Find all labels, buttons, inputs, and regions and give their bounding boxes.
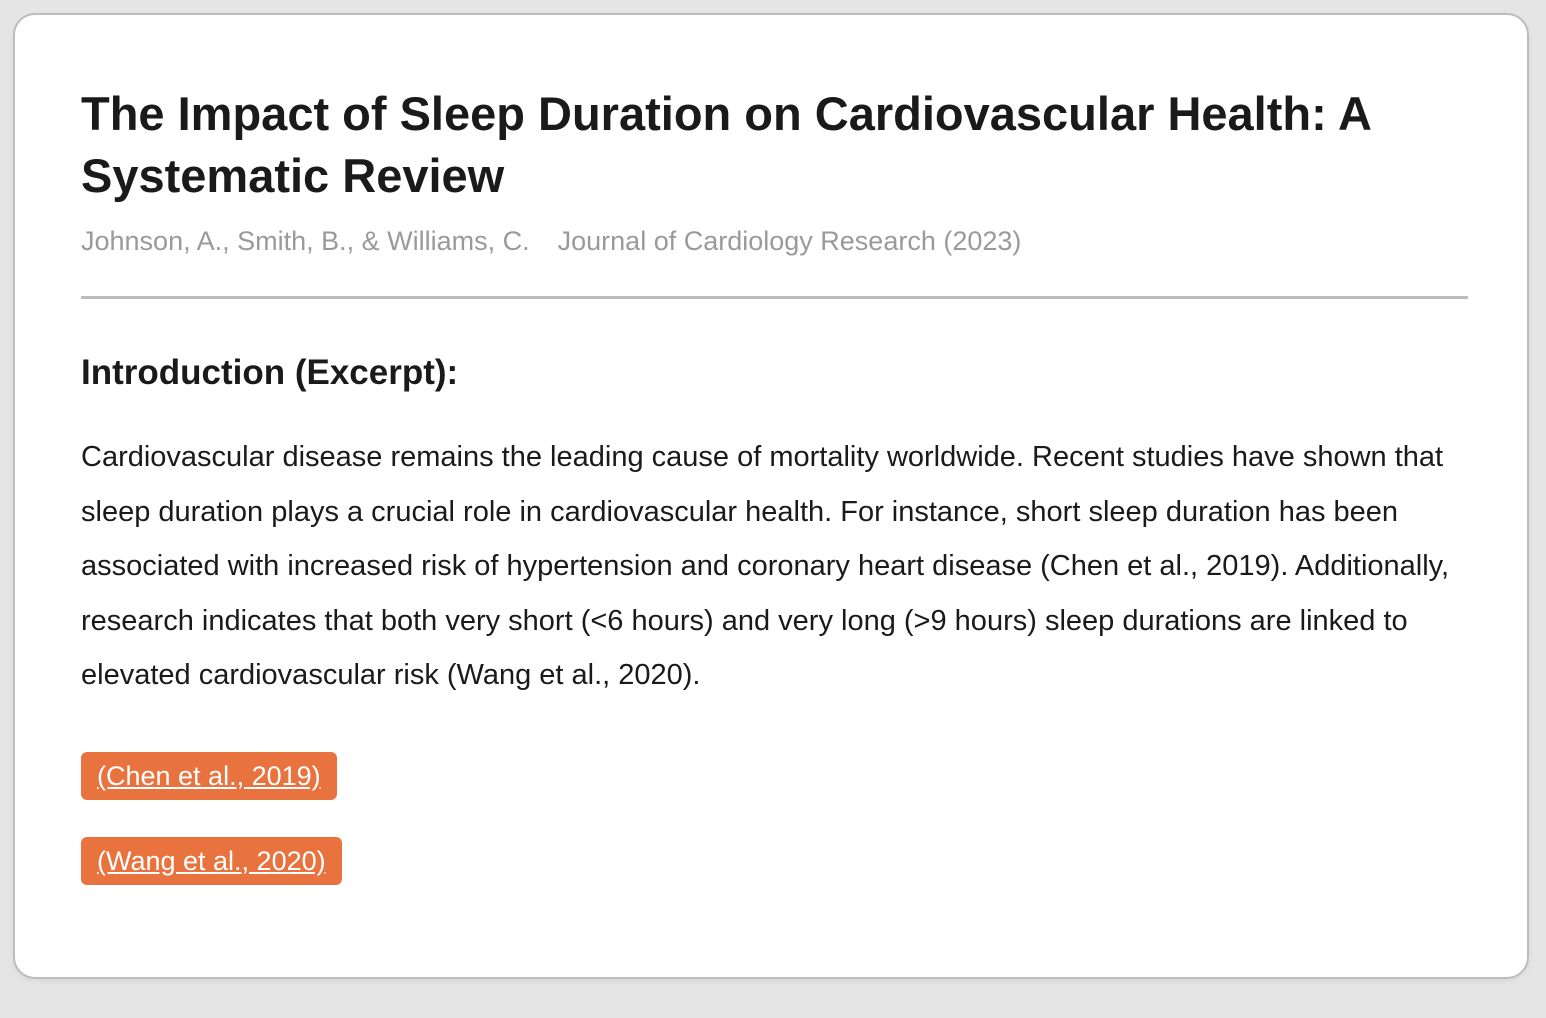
section-heading: Introduction (Excerpt): <box>81 353 459 392</box>
paper-authors: Johnson, A., Smith, B., & Williams, C. <box>81 226 530 256</box>
paper-journal: Journal of Cardiology Research (2023) <box>557 226 1022 256</box>
paper-meta <box>81 221 1021 261</box>
citation-link-chen-2019[interactable]: (Chen et al., 2019) <box>81 752 337 800</box>
citation-link-wang-2020[interactable]: (Wang et al., 2020) <box>81 837 342 885</box>
divider <box>81 296 1468 299</box>
introduction-text: Cardiovascular disease remains the leading cause of mortality worldwide. Recent studies have shown that sleep duration plays a crucial role in cardiovascular health. For instance, short sleep duration has been associated with increased risk of hypertension and coronary heart disease (Chen et al., 2019). Additionally, research indicates that both very short (<6 hours) and very long (>9 hours) sleep durations are linked to elevated cardiovascular risk (Wang et al., 2020). <box>81 441 1450 692</box>
paper-title: The Impact of Sleep Duration on Cardiovascular Health: A Systematic Review <box>81 87 1371 202</box>
paper-card <box>13 13 1529 979</box>
